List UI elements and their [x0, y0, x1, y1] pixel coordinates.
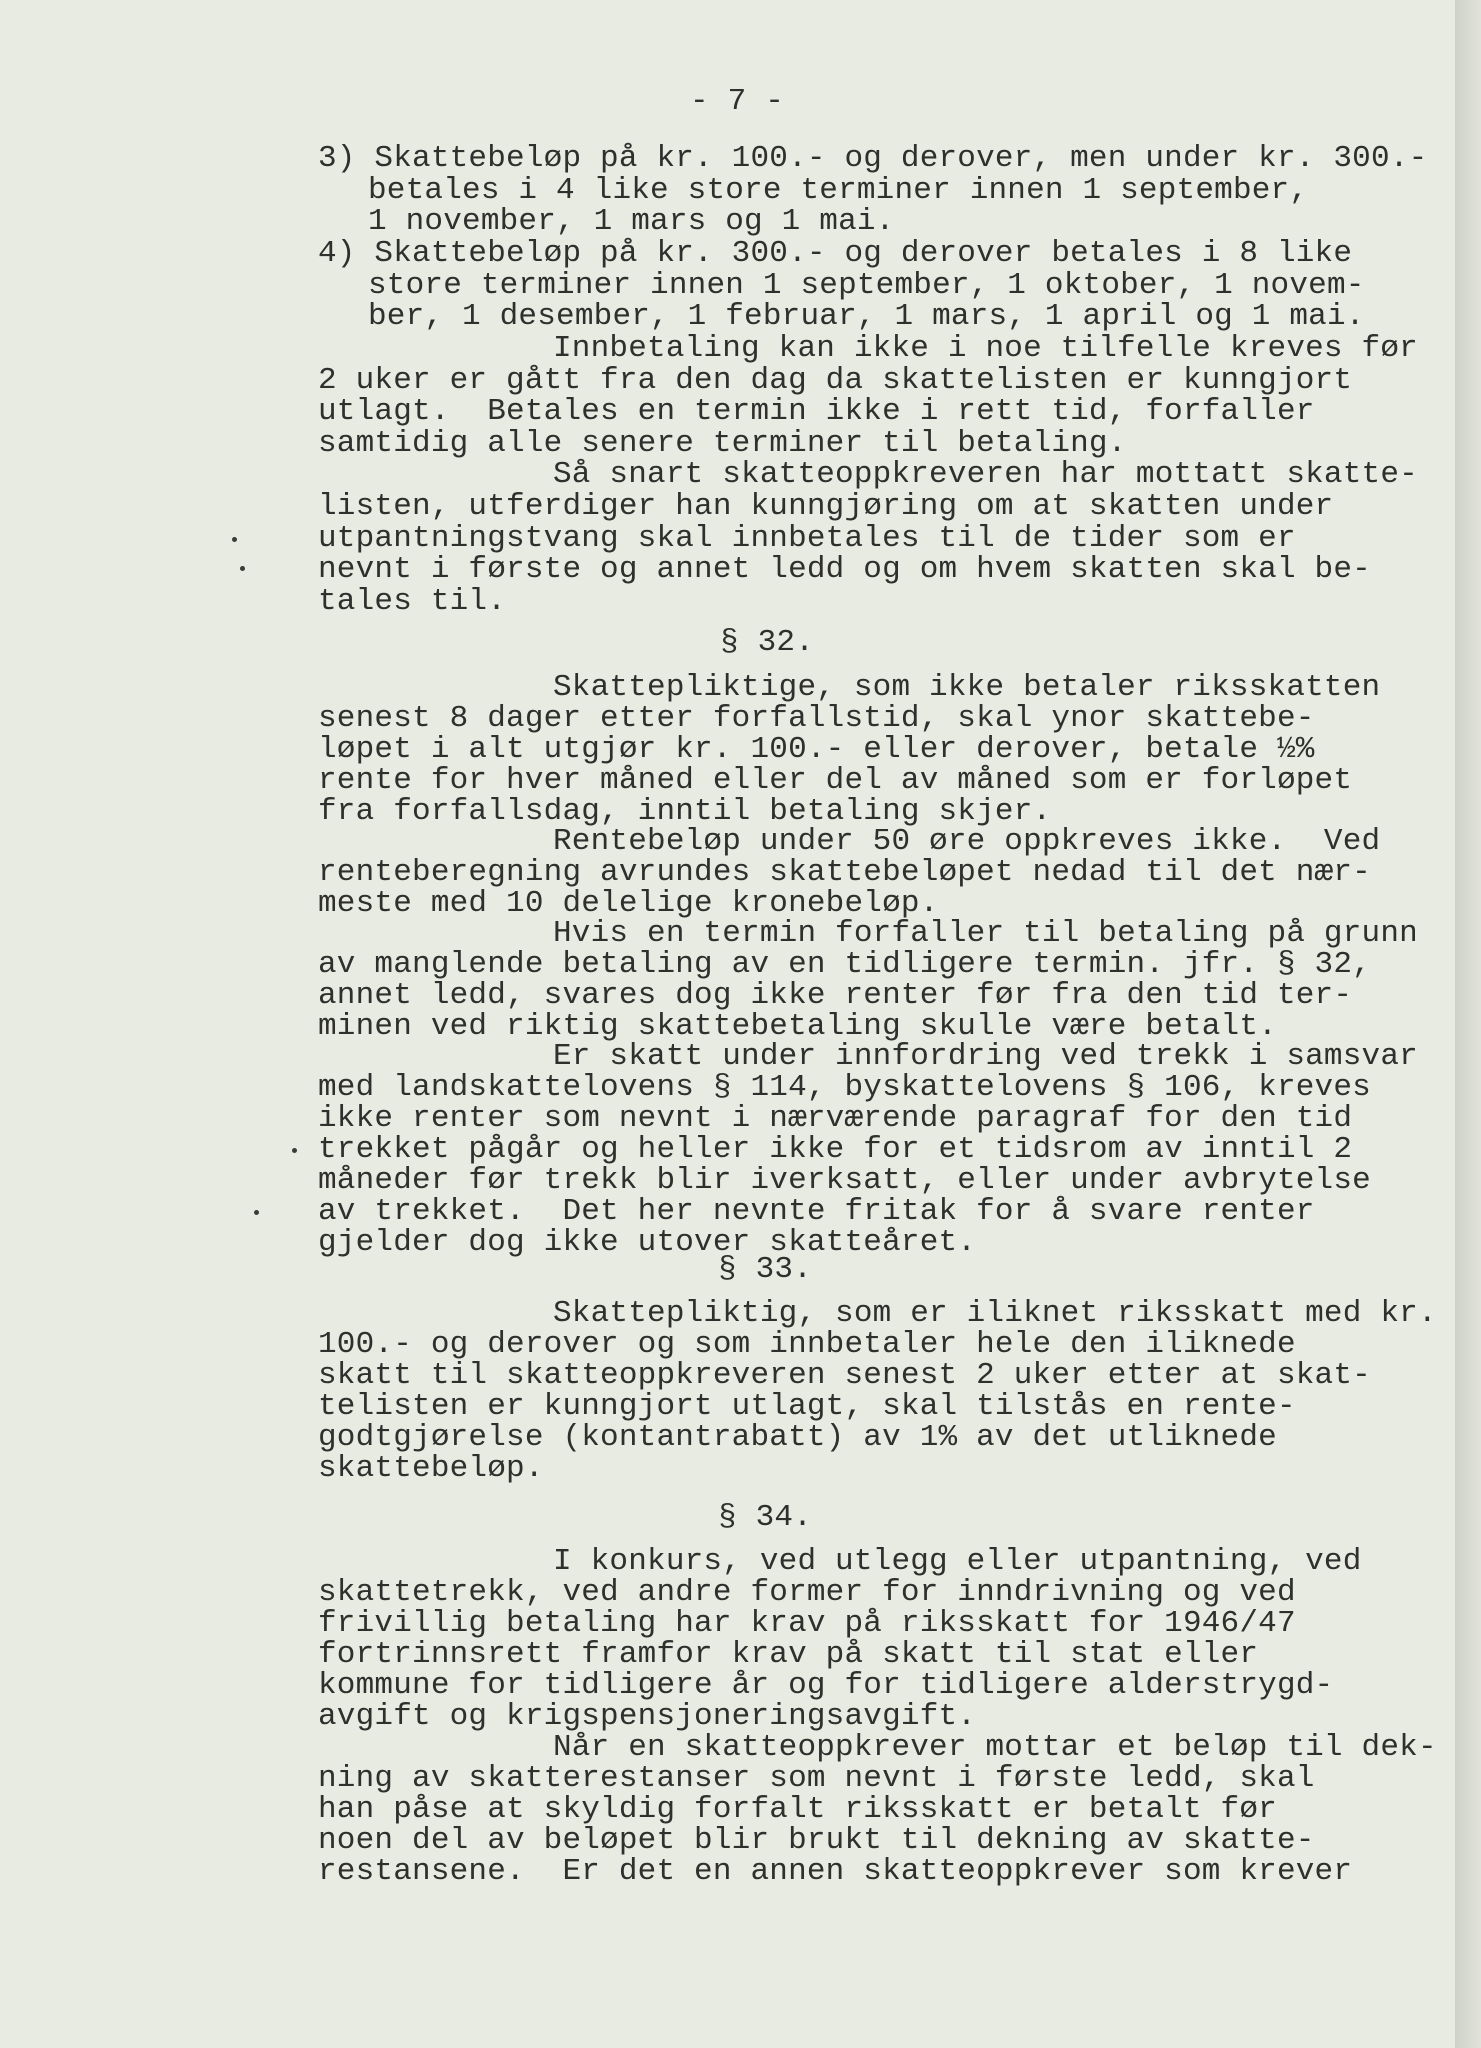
margin-mark [292, 1148, 297, 1153]
paragraph-line: minen ved riktig skattebetaling skulle være betalt. [318, 1009, 1277, 1044]
paragraph-line: Er skatt under innfordring ved trekk i samsvar [553, 1039, 1418, 1074]
paragraph-line: meste med 10 delelige kronebeløp. [318, 886, 939, 921]
list-item-3-line-2: betales i 4 like store terminer innen 1 september, [368, 173, 1309, 208]
paragraph-line: listen, utferdiger han kunngjøring om at skatten under [318, 489, 1334, 524]
margin-mark [254, 1210, 259, 1215]
paragraph-line: ikke renter som nevnt i nærværende paragraf for den tid [318, 1101, 1353, 1136]
paragraph-line: avgift og krigspensjoneringsavgift. [318, 1699, 977, 1734]
paragraph-line: nevnt i første og annet ledd og om hvem skatten skal be- [318, 552, 1371, 587]
paragraph-line: gjelder dog ikke utover skatteåret. [318, 1225, 977, 1260]
paragraph-line: annet ledd, svares dog ikke renter før fra den tid ter- [318, 978, 1353, 1013]
section-heading-33: § 33. [718, 1252, 813, 1287]
paragraph-line: Skattepliktig, som er iliknet riksskatt med kr. [553, 1296, 1437, 1331]
paragraph-line: I konkurs, ved utlegg eller utpantning, ved [553, 1544, 1362, 1579]
paragraph-line: Rentebeløp under 50 øre oppkreves ikke. Ved [553, 824, 1381, 859]
paragraph-line: utlagt. Betales en termin ikke i rett tid, forfaller [318, 394, 1315, 429]
paragraph-line: telisten er kunngjort utlagt, skal tilstås en rente- [318, 1389, 1296, 1424]
paragraph-line: senest 8 dager etter forfallstid, skal ynor skattebe- [318, 701, 1315, 736]
section-heading-34: § 34. [718, 1500, 813, 1535]
paragraph-line: Hvis en termin forfaller til betaling på grunn [553, 916, 1418, 951]
paragraph-line: godtgjørelse (kontantrabatt) av 1% av det utliknede [318, 1420, 1277, 1455]
paragraph-line: kommune for tidligere år og for tidligere alderstrygd- [318, 1668, 1334, 1703]
section-heading-32: § 32. [720, 625, 815, 660]
paragraph-line: fra forfallsdag, inntil betaling skjer. [318, 794, 1052, 829]
paragraph-line: fortrinnsrett framfor krav på skatt til stat eller [318, 1637, 1259, 1672]
page-number: - 7 - [690, 84, 785, 119]
paragraph-line: 2 uker er gått fra den dag da skattelisten er kunngjort [318, 363, 1353, 398]
paragraph-line: utpantningstvang skal innbetales til de tider som er [318, 521, 1296, 556]
paragraph-line: samtidig alle senere terminer til betaling. [318, 426, 1127, 461]
paragraph-line: Innbetaling kan ikke i noe tilfelle kreves før [553, 331, 1418, 366]
paragraph-line: Så snart skatteoppkreveren har mottatt skatte- [553, 457, 1418, 492]
paragraph-line: restansene. Er det en annen skatteoppkrever som krever [318, 1854, 1353, 1889]
margin-mark [232, 537, 237, 542]
paragraph-line: skattebeløp. [318, 1451, 544, 1486]
list-item-4-line-1: 4) Skattebeløp på kr. 300.- og derover betales i 8 like [318, 236, 1353, 271]
paragraph-line: måneder før trekk blir iverksatt, eller under avbrytelse [318, 1163, 1371, 1198]
paragraph-line: Når en skatteoppkrever mottar et beløp til dek- [553, 1730, 1437, 1765]
paragraph-line: løpet i alt utgjør kr. 100.- eller derover, betale ½% [318, 732, 1315, 767]
paragraph-line: frivillig betaling har krav på riksskatt for 1946/47 [318, 1606, 1296, 1641]
paragraph-line: noen del av beløpet blir brukt til dekning av skatte- [318, 1823, 1315, 1858]
list-item-3-line-3: 1 november, 1 mars og 1 mai. [368, 204, 895, 239]
paragraph-line: med landskattelovens § 114, byskattelovens § 106, kreves [318, 1070, 1371, 1105]
paragraph-line: han påse at skyldig forfalt riksskatt er betalt før [318, 1792, 1277, 1827]
paragraph-line: av trekket. Det her nevnte fritak for å svare renter [318, 1194, 1315, 1229]
paragraph-line: skatt til skatteoppkreveren senest 2 uker etter at skat- [318, 1358, 1371, 1393]
page-edge [1455, 0, 1481, 2048]
paragraph-line: tales til. [318, 584, 507, 619]
paragraph-line: rente for hver måned eller del av måned som er forløpet [318, 763, 1353, 798]
list-item-4-line-2: store terminer innen 1 september, 1 oktober, 1 novem- [368, 268, 1365, 303]
paragraph-line: trekket pågår og heller ikke for et tidsrom av inntil 2 [318, 1132, 1353, 1167]
paragraph-line: renteberegning avrundes skattebeløpet nedad til det nær- [318, 855, 1371, 890]
margin-mark [240, 566, 245, 571]
paragraph-line: skattetrekk, ved andre former for inndrivning og ved [318, 1575, 1296, 1610]
paragraph-line: Skattepliktige, som ikke betaler riksskatten [553, 670, 1381, 705]
paragraph-line: ning av skatterestanser som nevnt i første ledd, skal [318, 1761, 1315, 1796]
paragraph-line: 100.- og derover og som innbetaler hele den iliknede [318, 1327, 1296, 1362]
paragraph-line: av manglende betaling av en tidligere termin. jfr. § 32, [318, 947, 1371, 982]
list-item-3-line-1: 3) Skattebeløp på kr. 100.- og derover, men under kr. 300.- [318, 141, 1428, 176]
list-item-4-line-3: ber, 1 desember, 1 februar, 1 mars, 1 april og 1 mai. [368, 299, 1365, 334]
